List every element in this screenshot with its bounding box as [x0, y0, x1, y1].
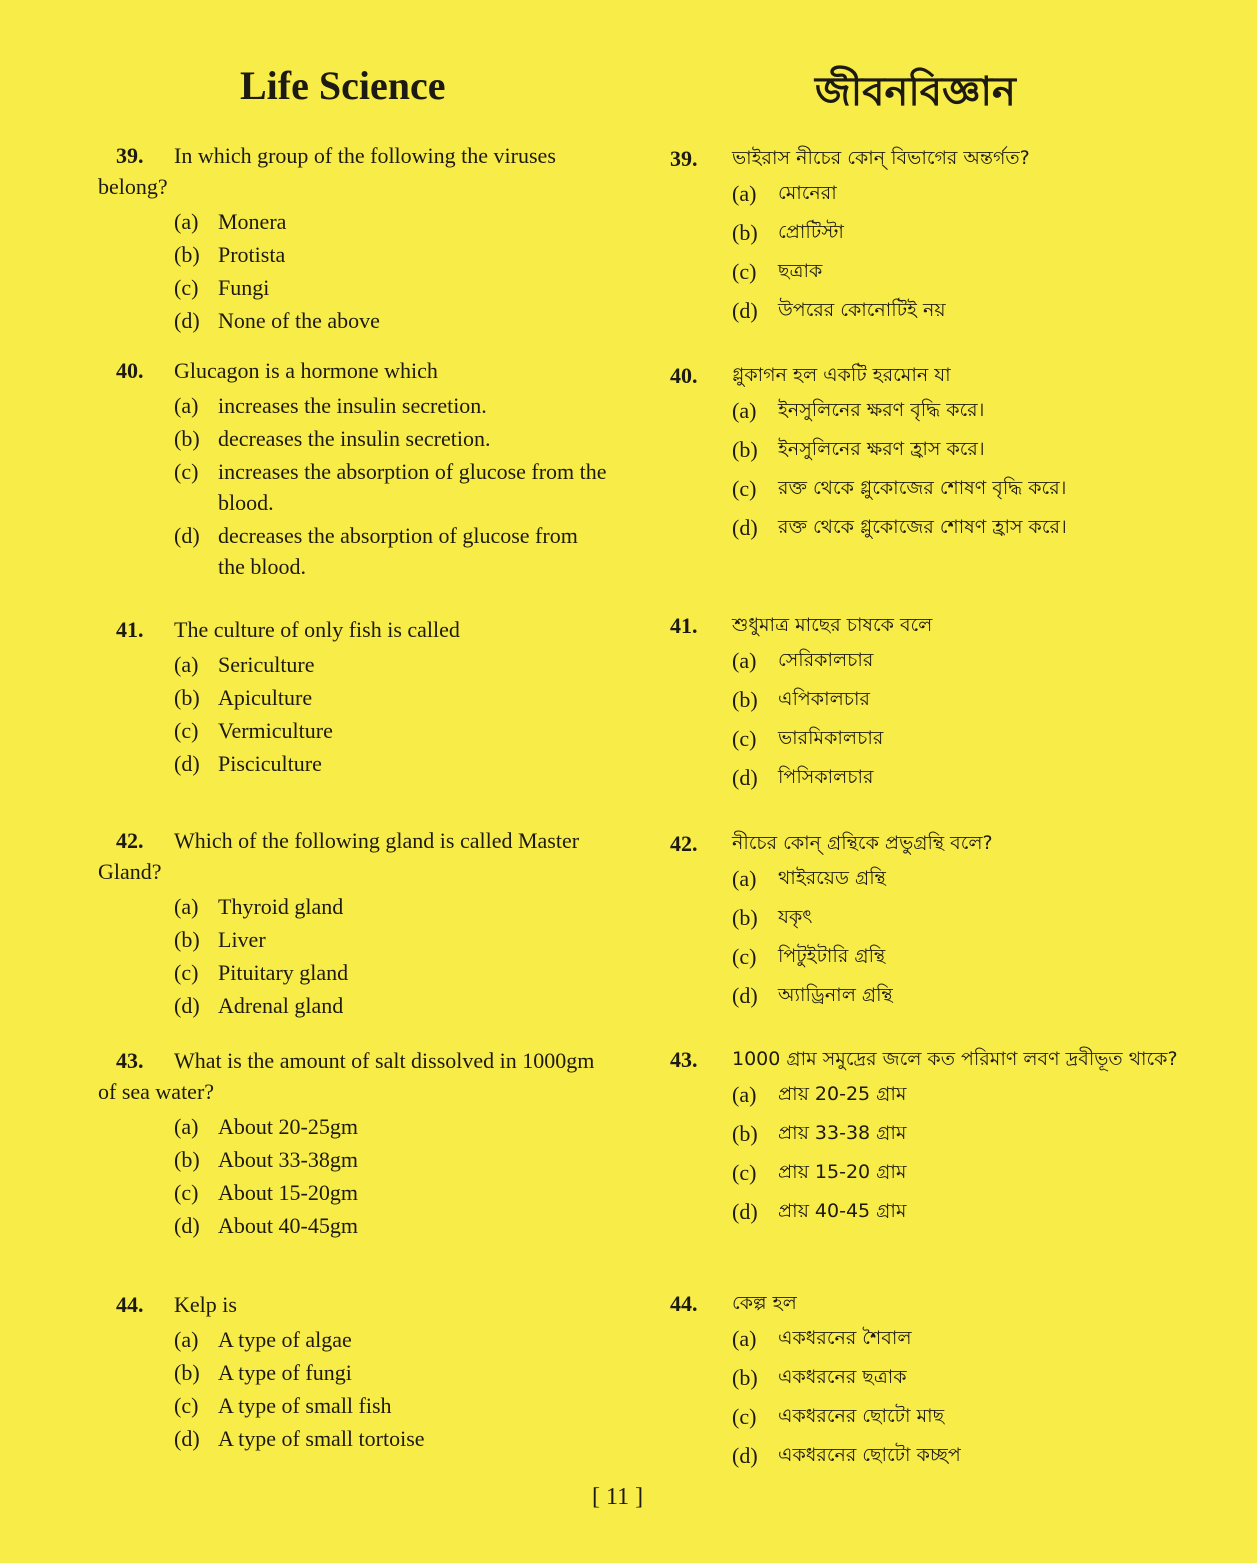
option-text: A type of small tortoise [218, 1426, 425, 1451]
option-item [670, 645, 1190, 676]
option-item [670, 1118, 1190, 1149]
option-item [670, 684, 1190, 715]
option-text: ইনসুলিনের ক্ষরণ বৃদ্ধি করে। [778, 399, 985, 421]
question-number: 41. [116, 617, 144, 642]
option-text: Apiculture [218, 685, 313, 710]
options-list [670, 863, 1190, 1011]
option-text: থাইরয়েড গ্রন্থি [778, 867, 886, 889]
option-letter: (b) [732, 220, 758, 245]
option-item [670, 1362, 1190, 1393]
option-letter: (d) [732, 765, 758, 790]
question-text: শুধুমাত্র মাছের চাষকে বলে [732, 614, 933, 636]
question-number: 41. [670, 613, 698, 638]
question-stem [670, 143, 1190, 174]
option-text: ইনসুলিনের ক্ষরণ হ্রাস করে। [778, 438, 985, 460]
option-item [98, 1111, 608, 1142]
question-number: 39. [670, 146, 698, 171]
question-text: গ্লুকাগন হল একটি হরমোন যা [732, 364, 951, 386]
question-stem [670, 828, 1190, 859]
option-letter: (a) [174, 1114, 199, 1139]
option-letter: (a) [174, 894, 199, 919]
option-letter: (a) [732, 181, 757, 206]
option-text: decreases the insulin secretion. [218, 426, 491, 451]
option-item [98, 520, 608, 582]
option-text: decreases the absorption of glucose from the blood. [218, 523, 578, 579]
question-number: 40. [670, 363, 698, 388]
option-text: About 20-25gm [218, 1114, 358, 1139]
question-text: Kelp is [174, 1292, 237, 1317]
question-number: 42. [670, 831, 698, 856]
option-text: প্রোটিস্টা [778, 221, 844, 243]
option-item [98, 206, 608, 237]
option-letter: (a) [174, 209, 199, 234]
option-letter: (c) [174, 1393, 199, 1418]
option-letter: (c) [732, 944, 757, 969]
option-text: পিসিকালচার [778, 766, 874, 788]
question-en-0 [98, 140, 608, 338]
option-item [98, 423, 608, 454]
option-item [670, 1196, 1190, 1227]
section-title-english: Life Science [240, 63, 446, 108]
option-text: রক্ত থেকে গ্লুকোজের শোষণ বৃদ্ধি করে। [778, 477, 1067, 499]
option-letter: (d) [174, 308, 200, 333]
question-stem [670, 360, 1190, 391]
option-text: Sericulture [218, 652, 315, 677]
option-text: অ্যাড্রিনাল গ্রন্থি [778, 984, 893, 1006]
option-text: About 40-45gm [218, 1213, 358, 1238]
question-text: In which group of the following the viruses belong? [98, 143, 556, 199]
option-item [670, 295, 1190, 326]
option-item [670, 512, 1190, 543]
option-text: এপিকালচার [778, 688, 870, 710]
option-text: রক্ত থেকে গ্লুকোজের শোষণ হ্রাস করে। [778, 516, 1067, 538]
option-item [98, 1390, 608, 1421]
option-letter: (c) [174, 718, 199, 743]
question-en-4 [98, 1045, 608, 1243]
option-letter: (d) [732, 298, 758, 323]
option-letter: (b) [174, 685, 200, 710]
option-text: Pituitary gland [218, 960, 349, 985]
question-text: কেল্প হল [732, 1292, 797, 1314]
option-text: Protista [218, 242, 286, 267]
option-text: একধরনের শৈবাল [778, 1327, 912, 1349]
option-text: একধরনের ছোটো মাছ [778, 1405, 945, 1427]
option-item [670, 1323, 1190, 1354]
options-list [670, 178, 1190, 326]
option-item [670, 941, 1190, 972]
option-letter: (b) [174, 1360, 200, 1385]
option-letter: (d) [174, 523, 200, 548]
option-letter: (d) [732, 515, 758, 540]
question-stem [98, 140, 608, 202]
option-letter: (c) [732, 476, 757, 501]
option-item [670, 178, 1190, 209]
section-title-bengali: জীবনবিজ্ঞান [815, 69, 1016, 115]
options-list [98, 1111, 608, 1241]
question-number: 43. [670, 1047, 698, 1072]
question-text: Glucagon is a hormone which [174, 358, 438, 383]
option-item [98, 957, 608, 988]
option-text: প্রায় 15-20 গ্রাম [778, 1161, 907, 1183]
option-text: উপরের কোনোটিই নয় [778, 299, 946, 321]
question-number: 42. [116, 828, 144, 853]
question-number: 40. [116, 358, 144, 383]
option-letter: (a) [174, 1327, 199, 1352]
option-item [98, 1177, 608, 1208]
option-text: None of the above [218, 308, 380, 333]
option-letter: (c) [174, 459, 199, 484]
question-number: 43. [116, 1048, 144, 1073]
question-text: ভাইরাস নীচের কোন্ বিভাগের অন্তর্গত? [732, 147, 1030, 169]
option-letter: (d) [732, 1199, 758, 1224]
option-item [98, 305, 608, 336]
option-text: ভারমিকালচার [778, 727, 884, 749]
option-letter: (d) [732, 983, 758, 1008]
option-item [670, 217, 1190, 248]
question-number: 44. [116, 1292, 144, 1317]
options-list [98, 390, 608, 582]
option-item [98, 682, 608, 713]
question-bn-0 [670, 143, 1190, 334]
option-item [670, 256, 1190, 287]
question-stem [98, 1289, 608, 1320]
option-letter: (d) [174, 1426, 200, 1451]
option-letter: (b) [732, 1365, 758, 1390]
option-text: About 15-20gm [218, 1180, 358, 1205]
options-list [98, 891, 608, 1021]
question-number: 44. [670, 1291, 698, 1316]
option-letter: (c) [732, 1404, 757, 1429]
question-text: 1000 গ্রাম সমুদ্রের জলে কত পরিমাণ লবণ দ্রবীভূত থাকে? [732, 1048, 1178, 1070]
question-bn-4 [670, 1044, 1190, 1235]
question-stem [670, 610, 1190, 641]
option-text: প্রায় 33-38 গ্রাম [778, 1122, 907, 1144]
option-text: A type of algae [218, 1327, 352, 1352]
option-letter: (a) [174, 393, 199, 418]
option-text: Pisciculture [218, 751, 322, 776]
option-item [98, 1423, 608, 1454]
option-letter: (b) [174, 1147, 200, 1172]
question-text: What is the amount of salt dissolved in 1000gm of sea water? [98, 1048, 595, 1104]
question-en-1 [98, 355, 608, 584]
option-item [98, 1210, 608, 1241]
option-letter: (d) [174, 993, 200, 1018]
option-item [670, 980, 1190, 1011]
option-text: A type of small fish [218, 1393, 392, 1418]
option-text: যকৃৎ [778, 906, 813, 928]
option-item [670, 1401, 1190, 1432]
option-letter: (d) [174, 1213, 200, 1238]
option-item [98, 272, 608, 303]
option-letter: (a) [732, 398, 757, 423]
question-stem [98, 355, 608, 386]
option-item [98, 715, 608, 746]
question-bn-5 [670, 1288, 1190, 1479]
option-text: About 33-38gm [218, 1147, 358, 1172]
option-letter: (b) [174, 927, 200, 952]
option-letter: (c) [174, 960, 199, 985]
option-text: Thyroid gland [218, 894, 344, 919]
option-item [670, 1440, 1190, 1471]
option-item [98, 891, 608, 922]
option-letter: (c) [732, 1160, 757, 1185]
question-en-5 [98, 1289, 608, 1456]
option-text: A type of fungi [218, 1360, 352, 1385]
option-letter: (b) [174, 426, 200, 451]
question-text: নীচের কোন্ গ্রন্থিকে প্রভুগ্রন্থি বলে? [732, 832, 993, 854]
option-item [670, 473, 1190, 504]
option-text: Monera [218, 209, 287, 234]
option-item [98, 390, 608, 421]
option-letter: (a) [732, 648, 757, 673]
option-letter: (a) [732, 1326, 757, 1351]
question-stem [98, 614, 608, 645]
option-letter: (c) [732, 726, 757, 751]
option-letter: (c) [174, 1180, 199, 1205]
option-text: Fungi [218, 275, 270, 300]
question-en-2 [98, 614, 608, 781]
option-item [670, 434, 1190, 465]
question-en-3 [98, 825, 608, 1023]
option-letter: (b) [732, 905, 758, 930]
option-text: একধরনের ছত্রাক [778, 1366, 907, 1388]
options-list [98, 206, 608, 336]
page-number: [ 11 ] [592, 1484, 644, 1510]
option-text: প্রায় 40-45 গ্রাম [778, 1200, 907, 1222]
option-item [670, 762, 1190, 793]
option-letter: (b) [174, 242, 200, 267]
option-text: Adrenal gland [218, 993, 344, 1018]
option-item [670, 723, 1190, 754]
option-item [670, 395, 1190, 426]
option-text: একধরনের ছোটো কচ্ছপ [778, 1444, 961, 1466]
option-text: পিটুইটারি গ্রন্থি [778, 945, 886, 967]
options-list [670, 1323, 1190, 1471]
question-text: Which of the following gland is called Master Gland? [98, 828, 580, 884]
option-item [98, 649, 608, 680]
question-bn-2 [670, 610, 1190, 801]
option-item [98, 239, 608, 270]
options-list [670, 645, 1190, 793]
option-letter: (c) [732, 259, 757, 284]
option-item [98, 990, 608, 1021]
option-item [98, 924, 608, 955]
option-letter: (c) [174, 275, 199, 300]
option-item [670, 1157, 1190, 1188]
option-text: প্রায় 20-25 গ্রাম [778, 1083, 907, 1105]
option-item [98, 1144, 608, 1175]
option-text: মোনেরা [778, 182, 837, 204]
options-list [98, 1324, 608, 1454]
option-text: increases the absorption of glucose from the blood. [218, 459, 607, 515]
option-text: Vermiculture [218, 718, 333, 743]
option-text: increases the insulin secretion. [218, 393, 487, 418]
option-text: সেরিকালচার [778, 649, 874, 671]
option-item [98, 1357, 608, 1388]
option-letter: (a) [732, 866, 757, 891]
option-letter: (a) [174, 652, 199, 677]
question-number: 39. [116, 143, 144, 168]
option-text: ছত্রাক [778, 260, 823, 282]
option-item [670, 863, 1190, 894]
option-item [98, 456, 608, 518]
option-text: Liver [218, 927, 266, 952]
option-item [98, 748, 608, 779]
question-stem [98, 1045, 608, 1107]
option-letter: (b) [732, 687, 758, 712]
option-item [98, 1324, 608, 1355]
question-stem [670, 1044, 1190, 1075]
option-letter: (a) [732, 1082, 757, 1107]
question-stem [98, 825, 608, 887]
question-bn-3 [670, 828, 1190, 1019]
option-item [670, 902, 1190, 933]
option-letter: (d) [174, 751, 200, 776]
question-stem [670, 1288, 1190, 1319]
option-letter: (b) [732, 1121, 758, 1146]
options-list [670, 395, 1190, 543]
question-bn-1 [670, 360, 1190, 551]
option-item [670, 1079, 1190, 1110]
option-letter: (d) [732, 1443, 758, 1468]
options-list [98, 649, 608, 779]
option-letter: (b) [732, 437, 758, 462]
options-list [670, 1079, 1190, 1227]
question-text: The culture of only fish is called [174, 617, 460, 642]
